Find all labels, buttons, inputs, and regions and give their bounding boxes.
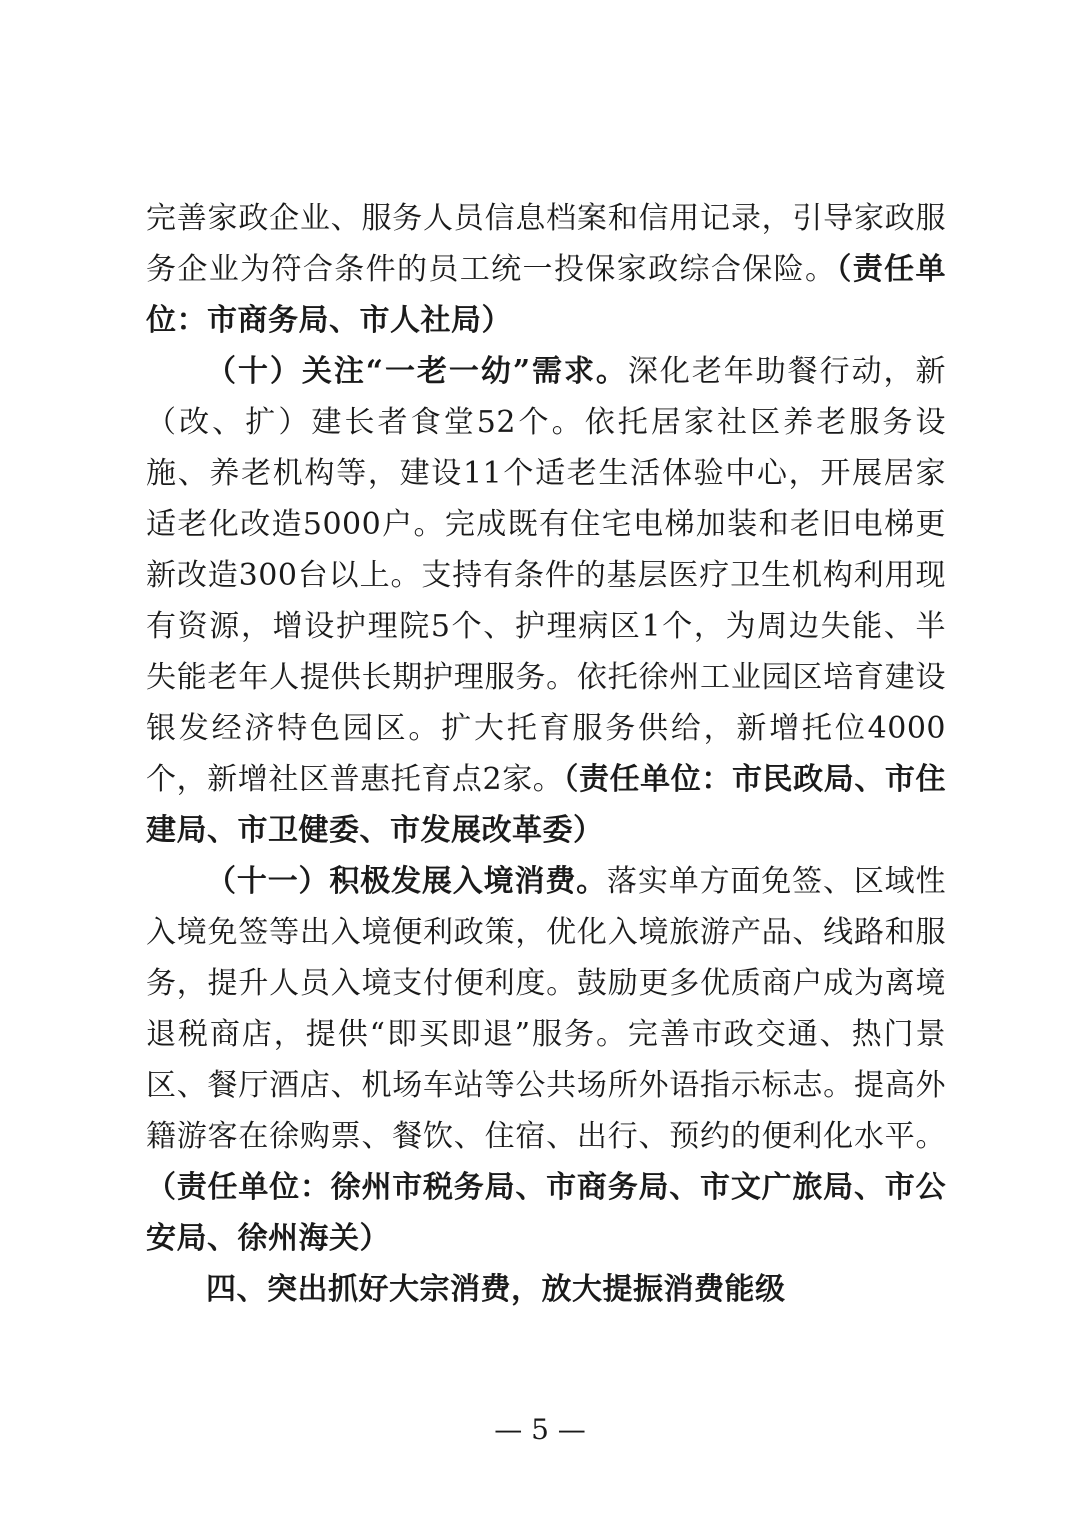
responsibility-units: （责任单位：市商务局、市人社局） xyxy=(146,252,946,338)
paragraph-text: 落实单方面免签、区域性入境免签等出入境便利政策，优化入境旅游产品、线路和服务，提升人员入境支付便利度。鼓励更多优质商户成为离境退税商店，提供“即买即退”服务。完善市政交通、热门景区、餐厅酒店、机场车站等公共场所外语指示标志。提高外籍游客在徐购票、餐饮、住宿、出行、预约的便利化水平。 xyxy=(146,864,947,1154)
section-title: （十一）积极发展入境消费。 xyxy=(206,864,608,899)
responsibility-units: （责任单位：市民政局、市住建局、市卫健委、市发展改革委） xyxy=(146,762,947,848)
document-body xyxy=(146,193,946,1315)
section-heading: 四、突出抓好大宗消费，放大提振消费能级 xyxy=(206,1272,786,1307)
page-number: — 5 — xyxy=(494,1413,586,1446)
paragraph-text: 完善家政企业、服务人员信息档案和信用记录，引导家政服务企业为符合条件的员工统一投保家政综合保险。 xyxy=(146,201,946,287)
paragraph-text: 深化老年助餐行动，新（改、扩）建长者食堂52个。依托居家社区养老服务设施、养老机构等，建设11个适老生活体验中心，开展居家适老化改造5000户。完成既有住宅电梯加装和老旧电梯更新改造300台以上。支持有条件的基层医疗卫生机构利用现有资源，增设护理院5个、护理病区1个，为周边失能、半失能老年人提供长期护理服务。依托徐州工业园区培育建设银发经济特色园区。扩大托育服务供给，新增托位4000个，新增社区普惠托育点2家。 xyxy=(146,354,947,797)
paragraph-housekeeping xyxy=(146,193,946,346)
paragraph-elderly-children xyxy=(146,346,946,856)
responsibility-units: （责任单位：徐州市税务局、市商务局、市文广旅局、市公安局、徐州海关） xyxy=(146,1170,946,1256)
paragraph-inbound-consumption xyxy=(146,856,946,1264)
section-title: （十）关注“一老一幼”需求。 xyxy=(206,354,628,389)
